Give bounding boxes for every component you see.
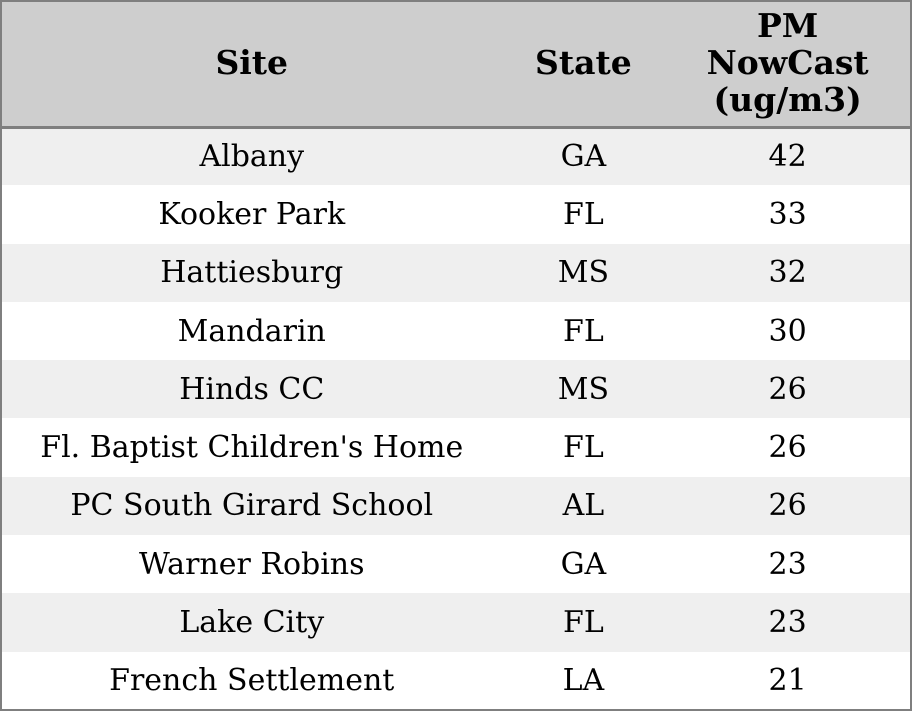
site-cell: Lake City [179, 605, 325, 641]
site-cell: Mandarin [177, 313, 326, 349]
site-cell: Warner Robins [138, 546, 365, 582]
table-row [1, 652, 911, 710]
table-row [1, 185, 911, 243]
header-site [1, 1, 502, 127]
state-cell: FL [563, 313, 604, 349]
header-state-label: State [535, 43, 632, 83]
table-row [1, 593, 911, 651]
pm-nowcast-cell: 32 [768, 255, 807, 291]
site-cell: Fl. Baptist Children's Home [40, 430, 464, 466]
state-cell: MS [557, 255, 610, 291]
pm-nowcast-cell: 33 [768, 196, 807, 232]
table-header [1, 1, 911, 127]
table-row [1, 302, 911, 360]
pm-nowcast-cell: 26 [768, 371, 807, 407]
table-row [1, 360, 911, 418]
header-site-label: Site [215, 43, 289, 83]
header-pm-nowcast [665, 1, 911, 127]
table-row [1, 535, 911, 593]
table-row [1, 127, 911, 185]
table-row [1, 477, 911, 535]
table-row [1, 244, 911, 302]
site-cell: Hinds CC [179, 371, 325, 407]
state-cell: FL [563, 196, 604, 232]
state-cell: LA [562, 662, 605, 698]
header-pm-nowcast-label: PM NowCast (ug/m3) [706, 6, 869, 120]
header-state [502, 1, 666, 127]
table-row [1, 418, 911, 476]
pm-nowcast-cell: 26 [768, 430, 807, 466]
site-cell: French Settlement [109, 662, 395, 698]
site-cell: Albany [199, 139, 305, 175]
state-cell: FL [563, 430, 604, 466]
pm-nowcast-cell: 26 [768, 488, 807, 524]
pm-nowcast-cell: 23 [768, 546, 807, 582]
pm-nowcast-cell: 42 [768, 139, 807, 175]
table-body [1, 127, 911, 710]
state-cell: GA [560, 139, 607, 175]
pm-nowcast-cell: 21 [768, 662, 807, 698]
pm-nowcast-cell: 23 [768, 605, 807, 641]
site-cell: Kooker Park [158, 196, 346, 232]
state-cell: MS [557, 371, 610, 407]
site-cell: Hattiesburg [160, 255, 344, 291]
site-cell: PC South Girard School [70, 488, 434, 524]
header-row [1, 1, 911, 127]
state-cell: FL [563, 605, 604, 641]
pm-nowcast-cell: 30 [768, 313, 807, 349]
state-cell: AL [562, 488, 605, 524]
state-cell: GA [560, 546, 607, 582]
